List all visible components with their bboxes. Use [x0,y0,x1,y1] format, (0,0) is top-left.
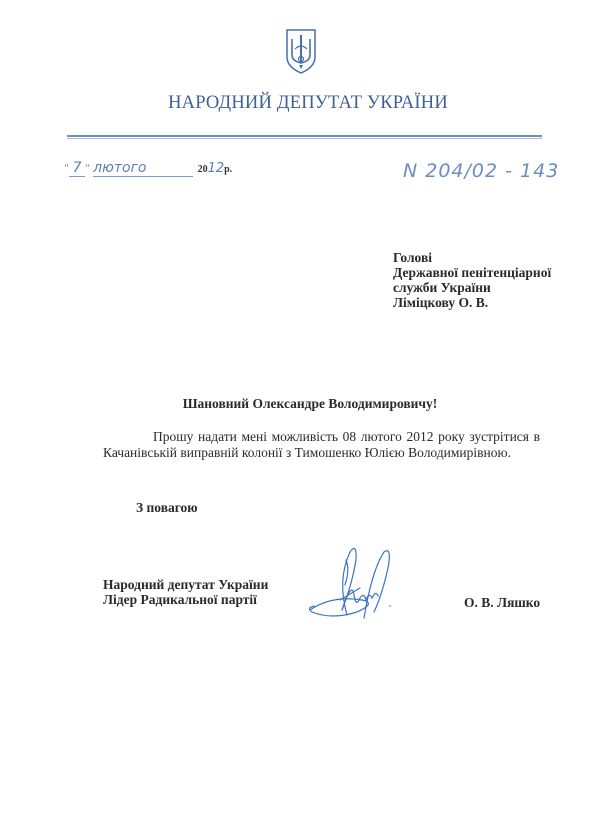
position-line: Лідер Радикальної партії [103,592,257,607]
signer-name: О. В. Ляшко [464,595,541,610]
trident-coat-of-arms-icon [284,27,318,75]
addressee-line: служби України [393,280,491,295]
signatory-position [103,577,268,607]
date-day: 7 [69,160,85,177]
letterhead-divider [67,135,542,137]
letter-body-paragraph: Прошу надати мені можливість 08 лютого 2012 року зустрітися в Качанівській виправній колонії з Тимошенко Юлією Володимирівною. [103,429,540,460]
letterhead-title: НАРОДНИЙ ДЕПУТАТ УКРАЇНИ [168,93,448,113]
letter-body [103,429,540,461]
addressee-line: Ліміцкову О. В. [393,295,489,310]
date-month: лютого [93,160,193,177]
date-year-handwritten: 12 [207,161,225,176]
date-year-prefix: 20 [197,164,208,175]
addressee-block [393,250,551,310]
registration-number: N 204/02 - 143 [403,160,560,182]
date-close-quote: " [85,162,91,175]
letterhead-divider-thin [67,138,542,139]
date-open-quote: " [64,162,70,175]
addressee-line: Державної пенітенціарної [393,265,552,280]
position-line: Народний депутат України [103,577,269,592]
letter-greeting: Шановний Олександре Володимировичу! [182,396,438,411]
letter-closing: З повагою [136,500,198,515]
addressee-line: Голові [393,250,433,265]
letter-date [64,160,232,177]
handwritten-signature-icon [302,540,402,622]
date-suffix: р. [224,164,233,175]
